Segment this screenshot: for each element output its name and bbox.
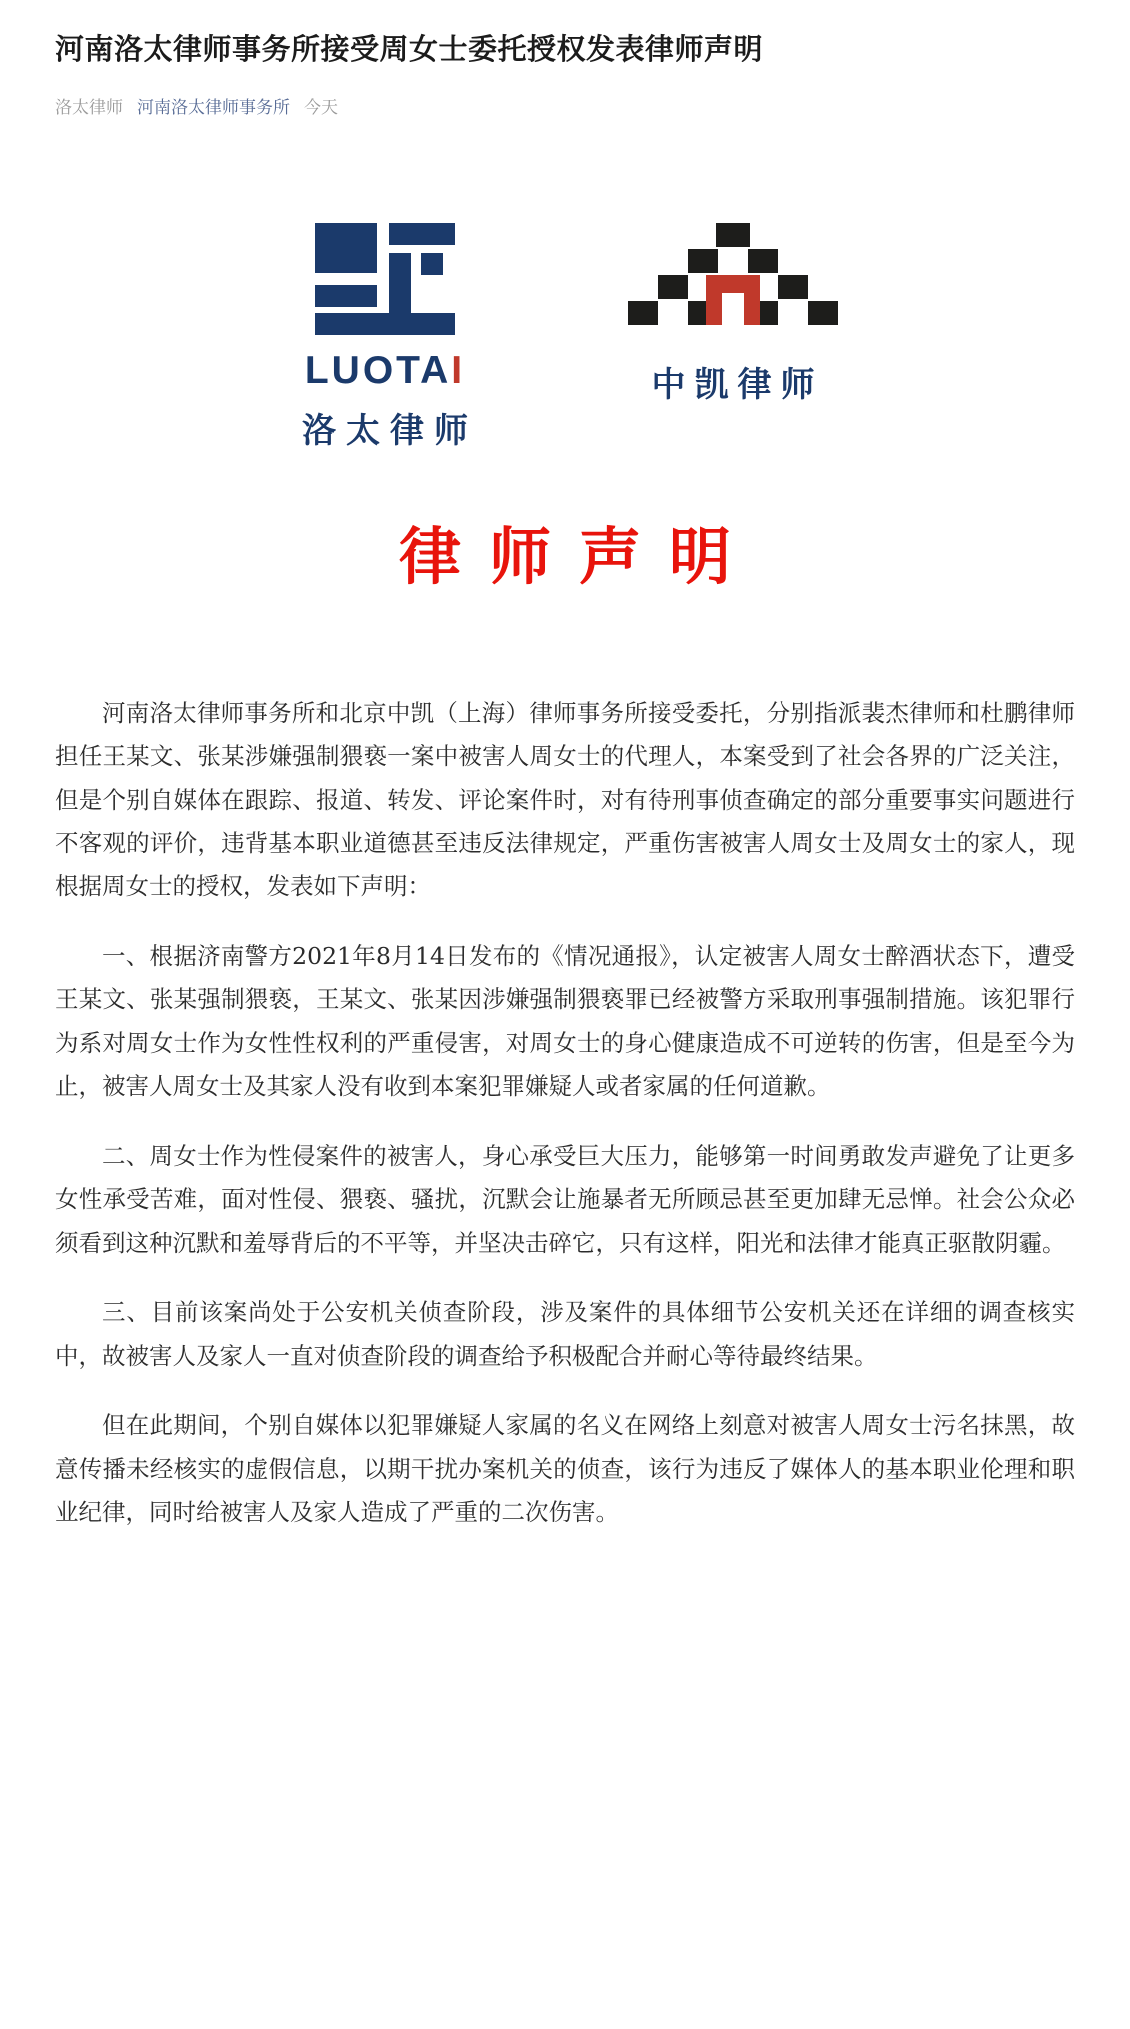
meta-author: 洛太律师 [55, 97, 123, 117]
luotai-latin-main: LUOTA [304, 348, 452, 392]
statement-body [55, 692, 1075, 1535]
luotai-logo [292, 223, 478, 452]
article-page [0, 30, 1130, 1535]
luotai-latin-accent: I [451, 348, 466, 392]
zhongkai-logo [628, 223, 838, 406]
statement-paragraph: 三、目前该案尚处于公安机关侦查阶段，涉及案件的具体细节公安机关还在详细的调查核实中，故被害人及家人一直对侦查阶段的调查给予积极配合并耐心等待最终结果。 [55, 1298, 1075, 1370]
zhongkai-chinese-wordmark: 中凯律师 [651, 364, 824, 405]
statement-paragraph: 但在此期间，个别自媒体以犯罪嫌疑人家属的名义在网络上刻意对被害人周女士污名抹黑，故意传播未经核实的虚假信息，以期干扰办案机关的侦查，该行为违反了媒体人的基本职业伦理和职业纪律，同时给被害人及家人造成了严重的二次伤害。 [55, 1411, 1075, 1527]
luotai-mark-icon [315, 223, 455, 335]
meta-time: 今天 [304, 97, 338, 117]
page-title: 河南洛太律师事务所接受周女士委托授权发表律师声明 [55, 34, 764, 66]
statement-paragraph: 二、周女士作为性侵案件的被害人，身心承受巨大压力，能够第一时间勇敢发声避免了让更多女性承受苦难，面对性侵、猥亵、骚扰，沉默会让施暴者无所顾忌甚至更加肆无忌惮。社会公众必须看到这种沉默和羞辱背后的不平等，并坚决击碎它，只有这样，阳光和法律才能真正驱散阴霾。 [55, 1141, 1075, 1257]
meta-account-link[interactable]: 河南洛太律师事务所 [137, 97, 290, 117]
zhongkai-mark-icon [628, 223, 838, 335]
statement-paragraph: 一、根据济南警方2021年8月14日发布的《情况通报》，认定被害人周女士醉酒状态下，遭受王某文、张某强制猥亵，王某文、张某因涉嫌强制猥亵罪已经被警方采取刑事强制措施。该犯罪行为系对周女士作为女性性权利的严重侵害，对周女士的身心健康造成不可逆转的伤害，但是至今为止，被害人周女士及其家人没有收到本案犯罪嫌疑人或者家属的任何道歉。 [55, 941, 1075, 1101]
luotai-chinese-wordmark: 洛太律师 [302, 410, 478, 451]
article-meta [55, 93, 1075, 118]
logo-area [55, 223, 1075, 452]
statement-heading: 律师声明 [398, 519, 759, 593]
statement-paragraph: 河南洛太律师事务所和北京中凯（上海）律师事务所接受委托，分别指派裴杰律师和杜鹏律师担任王某文、张某涉嫌强制猥亵一案中被害人周女士的代理人，本案受到了社会各界的广泛关注，但是个别自媒体在跟踪、报道、转发、评论案件时，对有待刑事侦查确定的部分重要事实问题进行不客观的评价，违背基本职业道德甚至违反法律规定，严重伤害被害人周女士及周女士的家人，现根据周女士的授权，发表如下声明： [55, 698, 1075, 901]
luotai-latin-wordmark [305, 349, 465, 393]
